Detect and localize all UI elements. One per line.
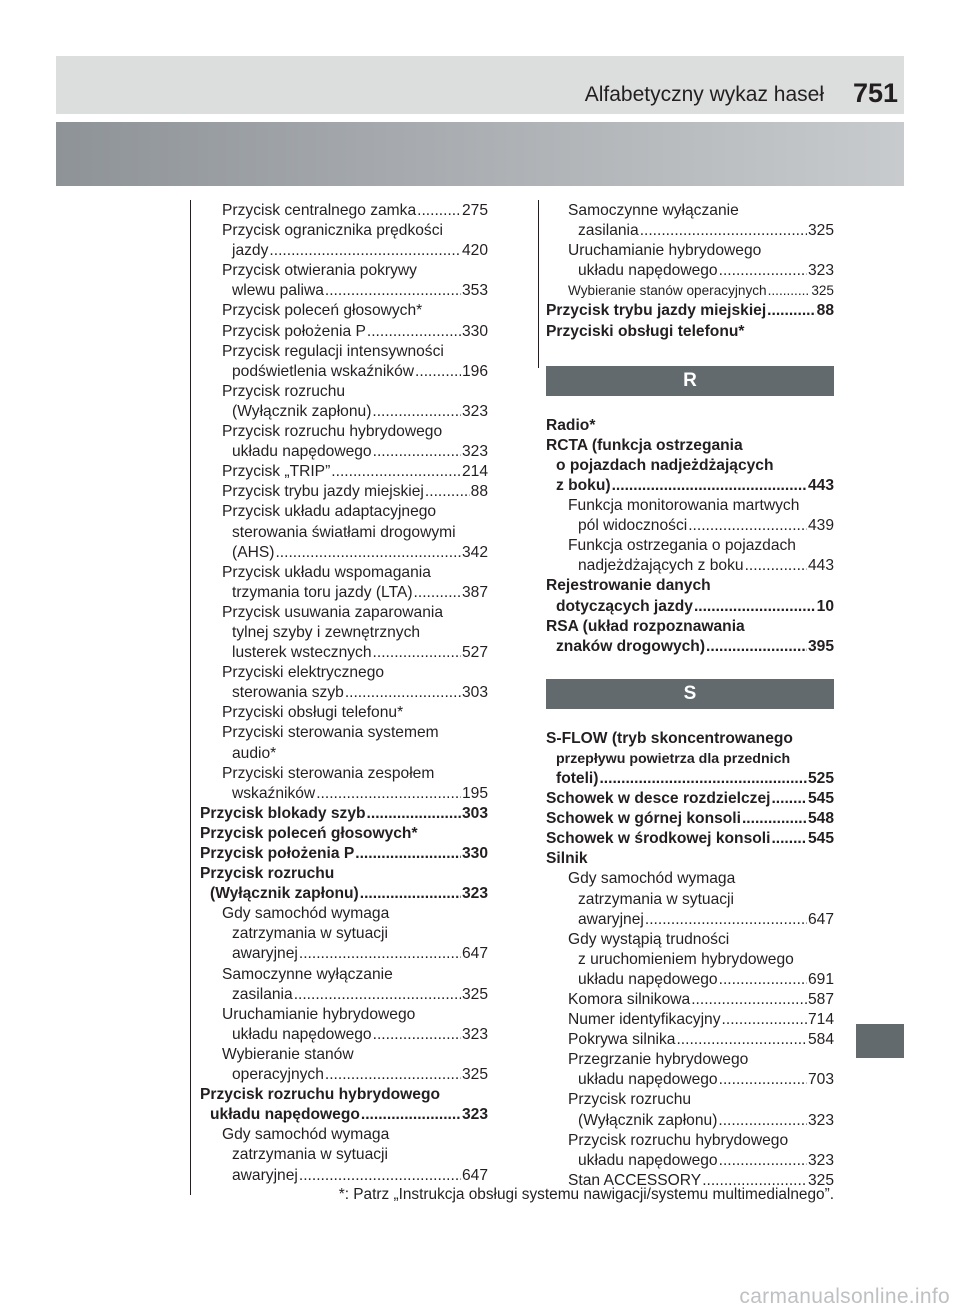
- index-entry: [546, 241, 834, 261]
- right-column-rule: [538, 200, 539, 368]
- index-entry: [200, 1166, 488, 1186]
- entry-page: 323: [807, 1111, 834, 1129]
- index-column-right: [546, 201, 834, 1191]
- dot-leader: [676, 1030, 807, 1050]
- index-entry: [200, 583, 488, 603]
- index-entry: [546, 556, 834, 576]
- entry-text: awaryjnej: [232, 945, 298, 963]
- dot-leader: [414, 583, 461, 603]
- entry-page: 323: [461, 402, 488, 420]
- index-entry: [200, 643, 488, 663]
- entry-text: (AHS): [232, 543, 275, 561]
- entry-text: z boku): [556, 476, 611, 494]
- index-entry: [200, 1105, 488, 1125]
- entry-page: 587: [807, 991, 834, 1008]
- entry-page: 420: [461, 242, 488, 260]
- index-entry: [546, 322, 834, 342]
- dot-leader: [691, 990, 807, 1010]
- entry-page: 691: [807, 970, 834, 988]
- entry-text: układu napędowego: [232, 443, 372, 461]
- index-entry: [200, 523, 488, 543]
- index-entry: [200, 663, 488, 683]
- entry-text: Radio*: [546, 416, 596, 434]
- entry-text: operacyjnych: [232, 1066, 324, 1084]
- index-entry: [200, 904, 488, 924]
- index-entry: [200, 985, 488, 1005]
- entry-text: Przycisk rozruchu hybrydowego: [568, 1131, 789, 1149]
- index-entry: [546, 301, 834, 321]
- entry-text: układu napędowego: [210, 1106, 360, 1124]
- entry-text: Numer identyfikacyjny: [568, 1011, 721, 1029]
- index-entry: [200, 301, 488, 321]
- entry-text: Gdy wystąpią trudności: [568, 930, 730, 948]
- entry-page: 443: [807, 476, 834, 494]
- index-entry: [200, 442, 488, 462]
- entry-text: Schowek w górnej konsoli: [546, 810, 741, 828]
- entry-text: RCTA (funkcja ostrzegania: [546, 436, 743, 454]
- index-entry: [546, 516, 834, 536]
- entry-page: 303: [461, 684, 488, 702]
- entry-text: układu napędowego: [578, 1151, 718, 1169]
- entry-page: 323: [461, 443, 488, 461]
- dot-leader: [768, 281, 811, 301]
- index-entry: [546, 970, 834, 990]
- entry-page: 527: [461, 644, 488, 662]
- dot-leader: [719, 261, 807, 281]
- index-entry: [200, 281, 488, 301]
- section-header-s: S: [546, 679, 834, 709]
- dot-leader: [367, 804, 461, 824]
- entry-text: przepływu powietrza dla przednich: [556, 750, 791, 767]
- entry-text: Funkcja ostrzegania o pojazdach: [568, 537, 796, 555]
- entry-text: o pojazdach nadjeżdżających: [556, 456, 774, 474]
- dot-leader: [373, 1025, 461, 1045]
- index-entry: [546, 637, 834, 657]
- index-entry: [200, 744, 488, 764]
- entry-text: trzymania toru jazdy (LTA): [232, 583, 413, 601]
- entry-page: 195: [461, 784, 488, 802]
- entry-text: Przycisk rozruchu: [222, 382, 346, 400]
- entry-page: 342: [461, 543, 488, 561]
- dot-leader: [719, 1151, 807, 1171]
- dot-leader: [718, 1111, 807, 1131]
- index-entry: [200, 482, 488, 502]
- index-entry: [200, 1125, 488, 1145]
- entry-text: Przycisk otwierania pokrywy: [222, 262, 417, 280]
- entry-text: RSA (układ rozpoznawania: [546, 617, 745, 635]
- entry-page: 323: [461, 1025, 488, 1043]
- index-entry: [200, 1025, 488, 1045]
- index-entry: [200, 322, 488, 342]
- index-entry: [546, 890, 834, 910]
- dot-leader: [417, 201, 461, 221]
- dot-leader: [599, 769, 807, 789]
- index-entry: [546, 456, 834, 476]
- entry-page: 703: [807, 1071, 834, 1089]
- index-entry: [546, 221, 834, 241]
- entry-text: Przycisk położenia P: [200, 845, 355, 862]
- entry-text: Gdy samochód wymaga: [568, 870, 736, 888]
- entry-text: Samoczynne wyłączanie: [568, 202, 739, 219]
- entry-text: z uruchomieniem hybrydowego: [578, 950, 794, 968]
- index-entry: [200, 944, 488, 964]
- index-entry: [200, 804, 488, 824]
- entry-text: Przyciski obsługi telefonu*: [546, 322, 745, 340]
- entry-text: S-FLOW (tryb skoncentrowanego: [546, 729, 793, 747]
- dot-leader: [373, 643, 461, 663]
- entry-text: awaryjnej: [232, 1166, 298, 1184]
- dot-leader: [373, 442, 461, 462]
- entry-text: Samoczynne wyłączanie: [222, 965, 393, 983]
- index-entry: [200, 723, 488, 743]
- index-entry: [546, 1151, 834, 1171]
- entry-text: dotyczących jazdy: [556, 597, 693, 615]
- entry-text: (Wyłącznik zapłonu): [578, 1111, 718, 1129]
- entry-text: zasilania: [232, 985, 293, 1003]
- entry-page: 353: [461, 282, 488, 300]
- dot-leader: [325, 281, 461, 301]
- entry-page: 548: [807, 810, 834, 828]
- dot-leader: [688, 516, 807, 536]
- entry-text: Przyciski obsługi telefonu*: [222, 704, 404, 722]
- entry-text: Przycisk regulacji intensywności: [222, 342, 444, 360]
- entry-page: 387: [461, 583, 488, 601]
- index-entry: [546, 201, 834, 221]
- entry-text: zatrzymania w sytuacji: [232, 925, 388, 943]
- entry-page: 323: [461, 885, 488, 903]
- index-entry: [200, 261, 488, 281]
- index-entry: [200, 402, 488, 422]
- entry-text: jazdy: [232, 242, 269, 260]
- index-entry: [200, 784, 488, 804]
- entry-page: 647: [807, 910, 834, 928]
- dot-leader: [372, 402, 461, 422]
- dot-leader: [640, 221, 807, 241]
- entry-text: sterowania światłami drogowymi: [232, 523, 456, 541]
- index-entry: [200, 603, 488, 623]
- index-entry: [200, 924, 488, 944]
- index-entry: [200, 864, 488, 884]
- entry-text: wskaźników: [232, 784, 316, 802]
- index-entry: [546, 950, 834, 970]
- index-entry: [200, 422, 488, 442]
- entry-text: układu napędowego: [578, 262, 718, 280]
- decorative-banner: [56, 122, 904, 186]
- entry-text: lusterek wstecznych: [232, 644, 372, 662]
- entry-text: Przycisk trybu jazdy miejskiej: [546, 302, 767, 320]
- entry-page: 323: [461, 1106, 488, 1124]
- entry-page: 325: [461, 1066, 488, 1084]
- entry-text: Przycisk blokady szyb: [200, 804, 366, 822]
- footnote: *: Patrz „Instrukcja obsługi systemu nawigacji/systemu multimedialnego”.: [338, 1186, 834, 1203]
- entry-page: 443: [807, 557, 834, 575]
- dot-leader: [612, 476, 807, 496]
- entry-text: audio*: [232, 744, 277, 762]
- entry-text: układu napędowego: [578, 1071, 718, 1089]
- index-entry: [200, 201, 488, 221]
- index-entry: [546, 789, 834, 809]
- index-entry: [200, 462, 488, 482]
- entry-text: zatrzymania w sytuacji: [232, 1146, 388, 1164]
- entry-text: Przycisk centralnego zamka: [222, 202, 417, 219]
- entry-text: Przycisk usuwania zaparowania: [222, 603, 444, 621]
- entry-text: Przycisk trybu jazdy miejskiej: [222, 483, 424, 501]
- entry-page: 330: [461, 322, 488, 340]
- entry-page: 545: [807, 790, 834, 808]
- dot-leader: [355, 844, 461, 864]
- index-entry: [546, 809, 834, 829]
- entry-text: Przycisk układu adaptacyjnego: [222, 503, 437, 521]
- dot-leader: [345, 683, 461, 703]
- page-title: Alfabetyczny wykaz haseł: [584, 83, 824, 106]
- entry-text: Przycisk rozruchu hybrydowego: [200, 1086, 441, 1104]
- entry-page: 275: [461, 202, 488, 219]
- entry-page: 395: [807, 637, 834, 655]
- entry-page: 439: [807, 517, 834, 535]
- section-tab-marker: [856, 1024, 904, 1058]
- dot-leader: [360, 884, 461, 904]
- index-entry: [546, 990, 834, 1010]
- entry-text: Przycisk rozruchu hybrydowego: [222, 423, 443, 441]
- index-entry: [200, 1065, 488, 1085]
- index-entry: [200, 342, 488, 362]
- left-column-rule: [190, 200, 191, 1195]
- entry-text: Przycisk poleceń głosowych*: [200, 824, 418, 842]
- entry-text: Przycisk „TRIP”: [222, 463, 331, 481]
- entry-text: zasilania: [578, 222, 639, 240]
- entry-page: 196: [461, 362, 488, 380]
- entry-page: 647: [461, 945, 488, 963]
- entry-text: Przycisk ogranicznika prędkości: [222, 222, 443, 240]
- index-entry: [546, 829, 834, 849]
- index-entry: [200, 764, 488, 784]
- dot-leader: [367, 322, 461, 342]
- dot-leader: [275, 543, 461, 563]
- entry-text: Komora silnikowa: [568, 991, 691, 1008]
- index-column-left: [200, 201, 488, 1186]
- entry-text: (Wyłącznik zapłonu): [210, 885, 359, 903]
- index-entry: [546, 1111, 834, 1131]
- entry-page: 545: [807, 830, 834, 848]
- dot-leader: [269, 241, 461, 261]
- entry-text: Schowek w desce rozdzielczej: [546, 790, 771, 808]
- entry-text: tylnej szyby i zewnętrznych: [232, 623, 421, 641]
- index-entry: [546, 436, 834, 456]
- entry-text: Przycisk układu wspomagania: [222, 563, 431, 581]
- dot-leader: [299, 1166, 461, 1186]
- entry-text: Silnik: [546, 850, 588, 868]
- entry-page: 325: [811, 283, 834, 299]
- entry-page: 714: [807, 1011, 834, 1029]
- dot-leader: [694, 597, 816, 617]
- dot-leader: [742, 809, 807, 829]
- index-entry: [200, 382, 488, 402]
- index-entry: [546, 1030, 834, 1050]
- entry-text: Przyciski sterowania zespołem: [222, 764, 435, 782]
- dot-leader: [294, 985, 461, 1005]
- entry-text: Przyciski sterowania systemem: [222, 724, 439, 742]
- entry-page: 325: [807, 1171, 834, 1189]
- dot-leader: [745, 556, 807, 576]
- dot-leader: [361, 1105, 461, 1125]
- entry-text: zatrzymania w sytuacji: [578, 890, 734, 908]
- entry-page: 584: [807, 1031, 834, 1049]
- index-entry: [546, 496, 834, 516]
- index-entry: [200, 1085, 488, 1105]
- entry-page: 88: [470, 483, 488, 501]
- index-entry: [200, 824, 488, 844]
- index-entry: [200, 703, 488, 723]
- index-entry: [546, 476, 834, 496]
- dot-leader: [719, 1070, 807, 1090]
- entry-page: 323: [807, 1151, 834, 1169]
- dot-leader: [771, 829, 807, 849]
- entry-text: podświetlenia wskaźników: [232, 362, 415, 380]
- index-entry: [200, 543, 488, 563]
- index-entry: [200, 362, 488, 382]
- entry-text: Przegrzanie hybrydowego: [568, 1051, 749, 1069]
- index-entry: [546, 1010, 834, 1030]
- entry-text: Pokrywa silnika: [568, 1031, 676, 1049]
- entry-page: 325: [461, 985, 488, 1003]
- dot-leader: [331, 462, 461, 482]
- entry-text: znaków drogowych): [556, 637, 706, 655]
- entry-text: pól widoczności: [578, 517, 688, 535]
- index-entry: [546, 597, 834, 617]
- index-entry: [546, 416, 834, 436]
- index-entry: [546, 1070, 834, 1090]
- dot-leader: [316, 784, 461, 804]
- dot-leader: [706, 637, 807, 657]
- entry-text: wlewu paliwa: [232, 282, 324, 300]
- entry-text: układu napędowego: [578, 970, 718, 988]
- entry-text: Rejestrowanie danych: [546, 577, 711, 595]
- dot-leader: [415, 362, 461, 382]
- index-entry: [200, 683, 488, 703]
- entry-text: awaryjnej: [578, 910, 644, 928]
- entry-text: Wybieranie stanów: [222, 1045, 354, 1063]
- entry-text: Schowek w środkowej konsoli: [546, 830, 771, 848]
- entry-text: Przycisk rozruchu: [200, 865, 335, 883]
- entry-page: 214: [461, 463, 488, 481]
- index-entry: [546, 769, 834, 789]
- index-entry: [546, 749, 834, 769]
- dot-leader: [719, 970, 807, 990]
- entry-text: Uruchamianie hybrydowego: [568, 242, 762, 260]
- index-entry: [200, 623, 488, 643]
- index-entry: [200, 241, 488, 261]
- index-entry: [546, 849, 834, 869]
- entry-text: Gdy samochód wymaga: [222, 905, 390, 923]
- index-entry: [546, 729, 834, 749]
- section-header-r: R: [546, 366, 834, 396]
- entry-text: sterowania szyb: [232, 684, 344, 702]
- index-entry: [200, 965, 488, 985]
- index-entry: [200, 844, 488, 864]
- index-entry: [546, 869, 834, 889]
- entry-text: układu napędowego: [232, 1025, 372, 1043]
- entry-text: Wybieranie stanów operacyjnych: [568, 283, 767, 299]
- index-entry: [200, 1045, 488, 1065]
- dot-leader: [299, 944, 461, 964]
- entry-text: Przycisk poleceń głosowych*: [222, 302, 423, 320]
- watermark: carmanualsonline.info: [739, 1285, 950, 1308]
- index-entry: [546, 910, 834, 930]
- index-entry: [200, 884, 488, 904]
- entry-text: Uruchamianie hybrydowego: [222, 1005, 416, 1023]
- dot-leader: [767, 301, 815, 321]
- index-entry: [546, 930, 834, 950]
- index-entry: [200, 502, 488, 522]
- entry-page: 303: [461, 804, 488, 822]
- entry-page: 525: [807, 769, 834, 787]
- dot-leader: [425, 482, 470, 502]
- entry-page: 330: [461, 845, 488, 862]
- entry-text: Funkcja monitorowania martwych: [568, 497, 800, 515]
- entry-text: Przycisk rozruchu: [568, 1091, 692, 1109]
- dot-leader: [771, 789, 807, 809]
- entry-text: nadjeżdżających z boku: [578, 557, 744, 575]
- entry-text: Gdy samochód wymaga: [222, 1126, 390, 1144]
- index-entry: [546, 1131, 834, 1151]
- index-entry: [546, 1050, 834, 1070]
- entry-text: Przyciski elektrycznego: [222, 664, 385, 682]
- index-entry: [546, 1090, 834, 1110]
- index-entry: [546, 536, 834, 556]
- entry-page: 323: [807, 262, 834, 280]
- entry-page: 10: [816, 597, 834, 615]
- index-entry: [200, 1145, 488, 1165]
- index-entry: [200, 221, 488, 241]
- index-entry: [546, 281, 834, 301]
- entry-text: foteli): [556, 769, 599, 787]
- index-entry: [546, 576, 834, 596]
- dot-leader: [325, 1065, 461, 1085]
- index-entry: [200, 1005, 488, 1025]
- entry-page: 647: [461, 1166, 488, 1184]
- entry-text: Stan ACCESSORY: [568, 1171, 702, 1189]
- entry-text: Przycisk położenia P: [222, 322, 366, 340]
- index-entry: [546, 261, 834, 281]
- page-number: 751: [852, 78, 898, 108]
- dot-leader: [645, 910, 807, 930]
- entry-page: 88: [816, 302, 834, 320]
- dot-leader: [722, 1010, 807, 1030]
- entry-page: 325: [807, 222, 834, 240]
- entry-text: (Wyłącznik zapłonu): [232, 402, 372, 420]
- index-entry: [200, 563, 488, 583]
- index-entry: [546, 617, 834, 637]
